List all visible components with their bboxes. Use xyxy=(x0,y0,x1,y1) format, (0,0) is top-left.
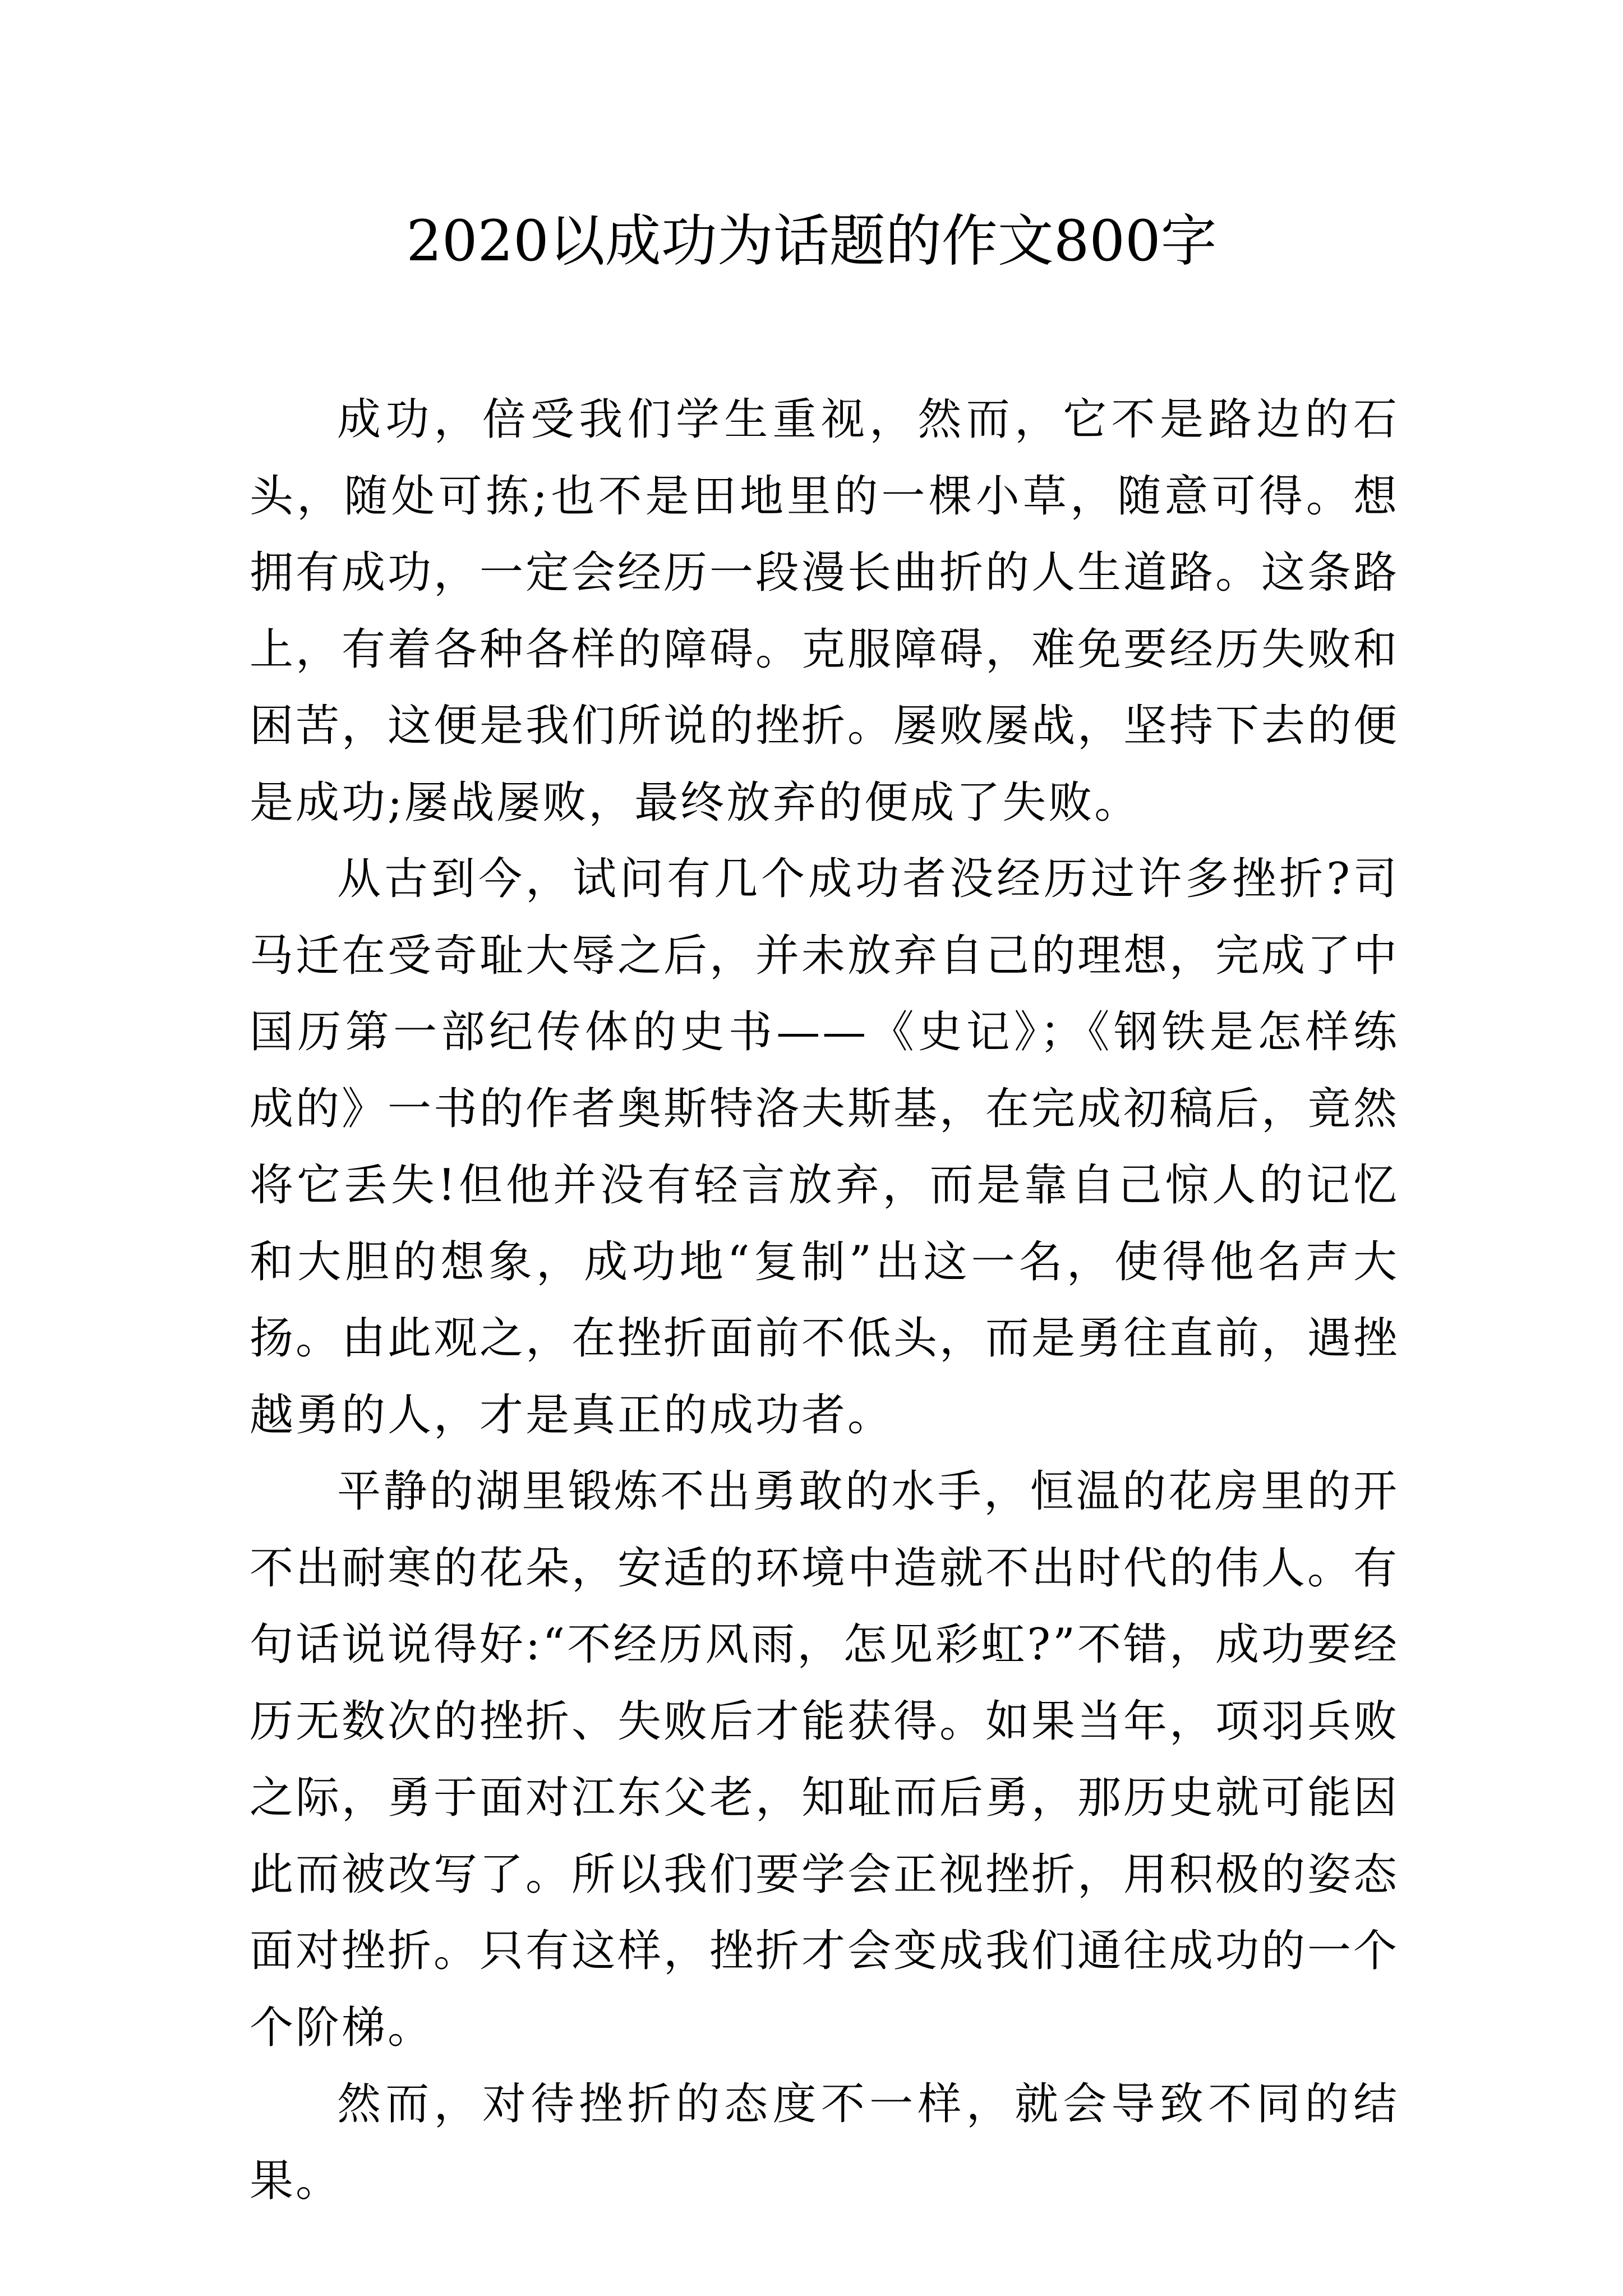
paragraph-2: 从古到今，试问有几个成功者没经历过许多挫折?司马迁在受奇耻大辱之后，并未放弃自己的理想，完成了中国历第一部纪传体的史书——《史记》；《钢铁是怎样练成的》一书的作者奥斯特洛夫斯基，在完成初稿后，竟然将它丢失!但他并没有轻言放弃，而是靠自己惊人的记忆和大胆的想象，成功地“复制”出这一名，使得他名声大扬。由此观之，在挫折面前不低头，而是勇往直前，遇挫越勇的人，才是真正的成功者。 xyxy=(250,854,1400,1441)
paragraph-4: 然而，对待挫折的态度不一样，就会导致不同的结果。 xyxy=(250,2079,1399,2206)
paragraph-3: 平静的湖里锻炼不出勇敢的水手，恒温的花房里的开不出耐寒的花朵，安适的环境中造就不出时代的伟人。有句话说说得好:“不经历风雨，怎见彩虹?”不错，成功要经历无数次的挫折、失败后才能获得。如果当年，项羽兵败之际，勇于面对江东父老，知耻而后勇，那历史就可能因此而被改写了。所以我们要学会正视挫折，用积极的姿态面对挫折。只有这样，挫折才会变成我们通往成功的一个个阶梯。 xyxy=(250,1466,1400,2053)
paragraph-1: 成功，倍受我们学生重视，然而，它不是路边的石头，随处可拣;也不是田地里的一棵小草，随意可得。想拥有成功，一定会经历一段漫长曲折的人生道路。这条路上，有着各种各样的障碍。克服障碍，难免要经历失败和困苦，这便是我们所说的挫折。屡败屡战，坚持下去的便是成功;屡战屡败，最终放弃的便成了失败。 xyxy=(250,394,1400,828)
document-title: 2020以成功为话题的作文800字 xyxy=(406,208,1217,274)
document-body xyxy=(250,381,1399,2219)
